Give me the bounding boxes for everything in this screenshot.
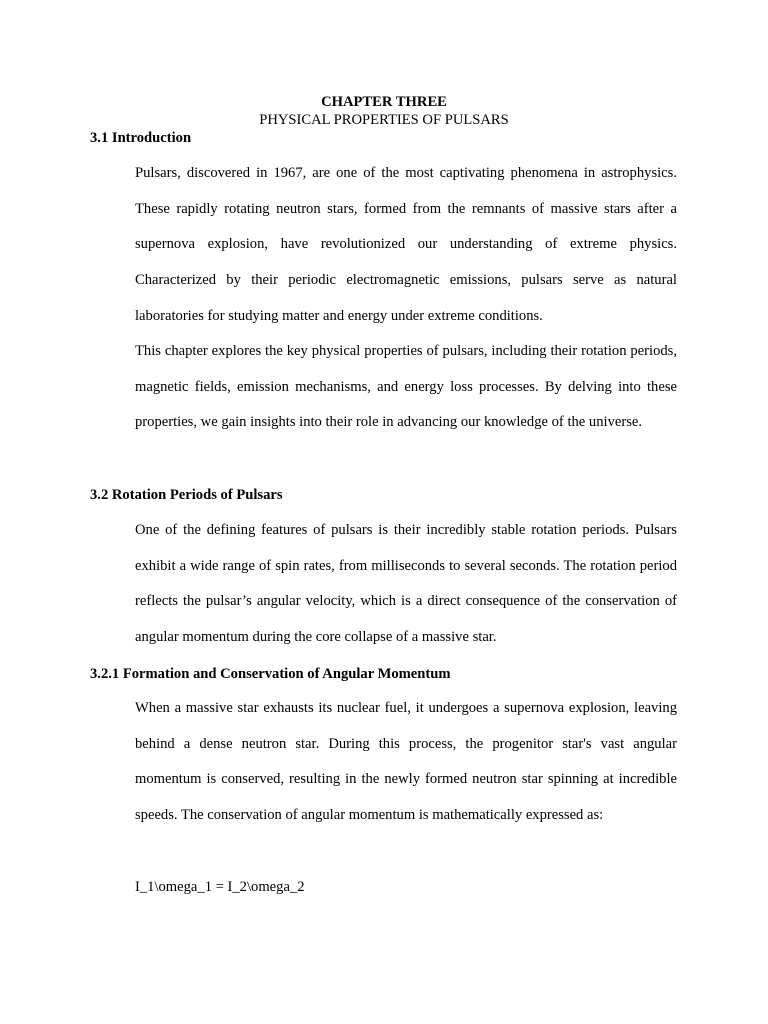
intro-paragraph-1: Pulsars, discovered in 1967, are one of the most captivating phenomena in astrophysics. These rapidly rotating neutron stars, formed from the remnants of massive stars after a supernova explosion, have revolutionized our understanding of extreme physics. Characterized by their periodic electromagnetic emissions, pulsars serve as natural laboratories for studying matter and energy under extreme conditions.: [135, 165, 677, 324]
angular-momentum-paragraph: When a massive star exhausts its nuclear fuel, it undergoes a supernova explosion, leaving behind a dense neutron star. During this process, the progenitor star's vast angular momentum is conserved, resulting in the newly formed neutron star spinning at incredible speeds. The conservation of angular momentum is mathematically expressed as:: [135, 700, 677, 824]
angular-momentum-equation: I_1\omega_1 = I_2\omega_2: [135, 879, 305, 895]
intro-paragraph-2: This chapter explores the key physical properties of pulsars, including their rotation periods, magnetic fields, emission mechanisms, and energy loss processes. By delving into these properties, we gain insights into their role in advancing our knowledge of the universe.: [135, 343, 677, 431]
rotation-paragraph: One of the defining features of pulsars is their incredibly stable rotation periods. Pulsars exhibit a wide range of spin rates, from milliseconds to several seconds. The rotation period reflects the pulsar’s angular velocity, which is a direct consequence of the conservation of angular momentum during the core collapse of a massive star.: [135, 522, 677, 646]
section-heading-3-1: 3.1 Introduction: [90, 130, 192, 146]
section-heading-3-2: 3.2 Rotation Periods of Pulsars: [90, 487, 283, 503]
section-heading-3-2-1: 3.2.1 Formation and Conservation of Angular Momentum: [90, 666, 451, 682]
chapter-subtitle: PHYSICAL PROPERTIES OF PULSARS: [259, 112, 509, 128]
chapter-title: CHAPTER THREE: [321, 94, 447, 110]
